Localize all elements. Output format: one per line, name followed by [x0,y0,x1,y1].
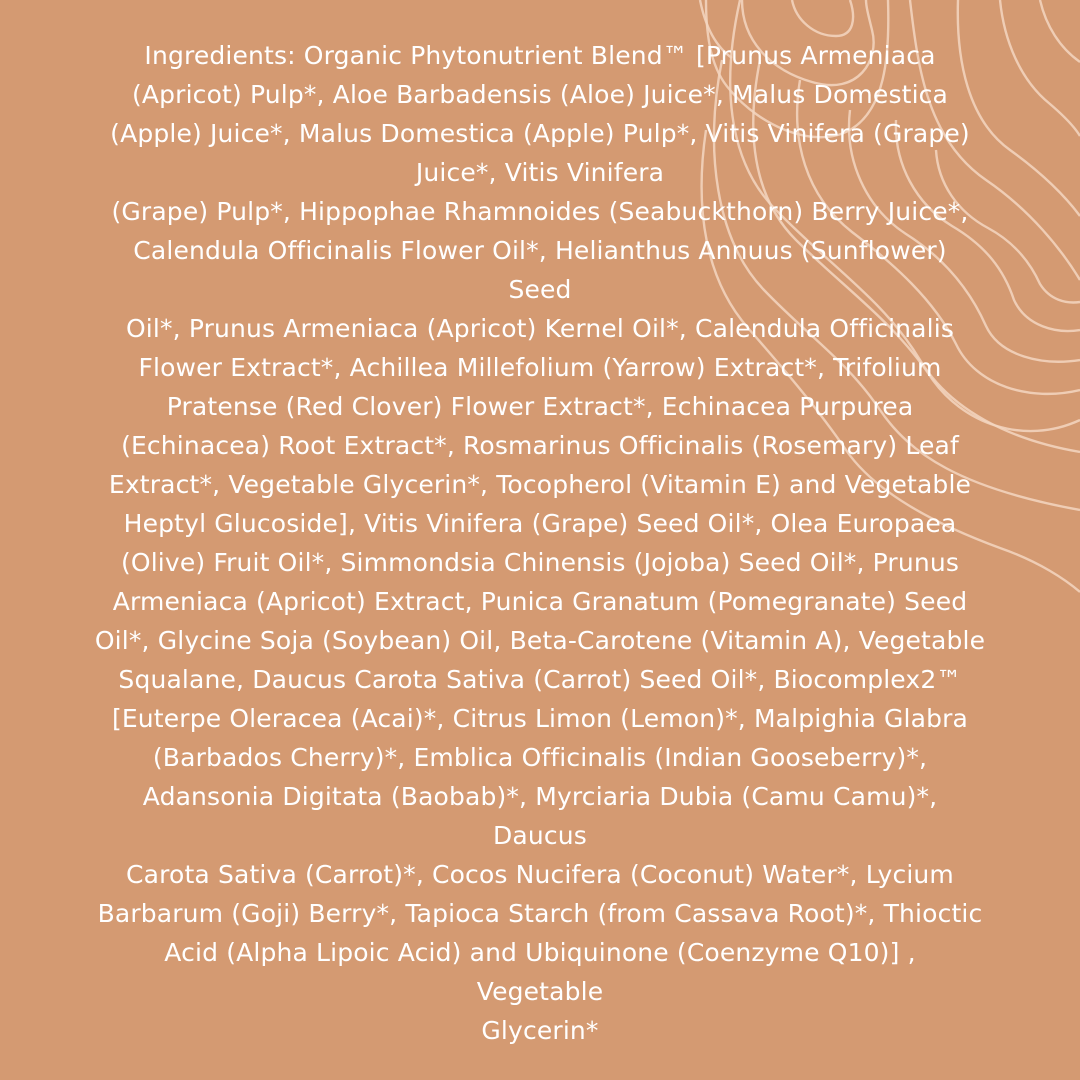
ingredients-text [40,36,1040,1050]
ingredients-line: Flower Extract*, Achillea Millefolium (Yarrow) Extract*, Trifolium [138,353,942,382]
ingredients-line: Extract*, Vegetable Glycerin*, Tocopherol (Vitamin E) and Vegetable [108,470,972,499]
ingredients-line: Calendula Officinalis Flower Oil*, Helianthus Annuus (Sunflower) [133,236,947,265]
ingredients-line: Heptyl Glucoside], Vitis Vinifera (Grape) Seed Oil*, Olea Europaea [123,509,957,538]
ingredients-line: Armeniaca (Apricot) Extract, Punica Granatum (Pomegranate) Seed [112,587,968,616]
contour-line-3 [792,0,853,36]
ingredients-line: [Euterpe Oleracea (Acai)*, Citrus Limon (Lemon)*, Malpighia Glabra [111,704,969,733]
ingredients-line: (Barbados Cherry)*, Emblica Officinalis (Indian Gooseberry)*, [152,743,928,772]
ingredients-line: Juice*, Vitis Vinifera [415,158,665,187]
ingredients-line: Ingredients: Organic Phytonutrient Blend™ [Prunus Armeniaca [144,41,936,70]
ingredients-line: Seed [508,275,572,304]
ingredients-line: (Apricot) Pulp*, Aloe Barbadensis (Aloe) Juice*, Malus Domestica [131,80,949,109]
ingredients-line: Acid (Alpha Lipoic Acid) and Ubiquinone (Coenzyme Q10)] , [164,938,916,967]
ingredients-line: (Echinacea) Root Extract*, Rosmarinus Officinalis (Rosemary) Leaf [121,431,959,460]
ingredients-line: Oil*, Prunus Armeniaca (Apricot) Kernel Oil*, Calendula Officinalis [125,314,955,343]
ingredients-line: Carota Sativa (Carrot)*, Cocos Nucifera (Coconut) Water*, Lycium [126,860,954,889]
ingredients-line: Barbarum (Goji) Berry*, Tapioca Starch (from Cassava Root)*, Thioctic [97,899,983,928]
ingredients-line: Adansonia Digitata (Baobab)*, Myrciaria Dubia (Camu Camu)*, [142,782,938,811]
ingredients-line: (Apple) Juice*, Malus Domestica (Apple) Pulp*, Vitis Vinifera (Grape) [110,119,970,148]
ingredients-line: Vegetable [476,977,604,1006]
ingredients-line: (Olive) Fruit Oil*, Simmondsia Chinensis (Jojoba) Seed Oil*, Prunus [120,548,960,577]
contour-line-8 [1040,0,1080,62]
ingredients-line: Squalane, Daucus Carota Sativa (Carrot) Seed Oil*, Biocomplex2™ [118,665,962,694]
ingredients-line: Pratense (Red Clover) Flower Extract*, Echinacea Purpurea [166,392,914,421]
ingredients-line: Daucus [493,821,587,850]
ingredients-line: Glycerin* [481,1016,599,1045]
ingredients-line: (Grape) Pulp*, Hippophae Rhamnoides (Seabuckthorn) Berry Juice*, [111,197,969,226]
ingredients-line: Oil*, Glycine Soja (Soybean) Oil, Beta-Carotene (Vitamin A), Vegetable [94,626,986,655]
